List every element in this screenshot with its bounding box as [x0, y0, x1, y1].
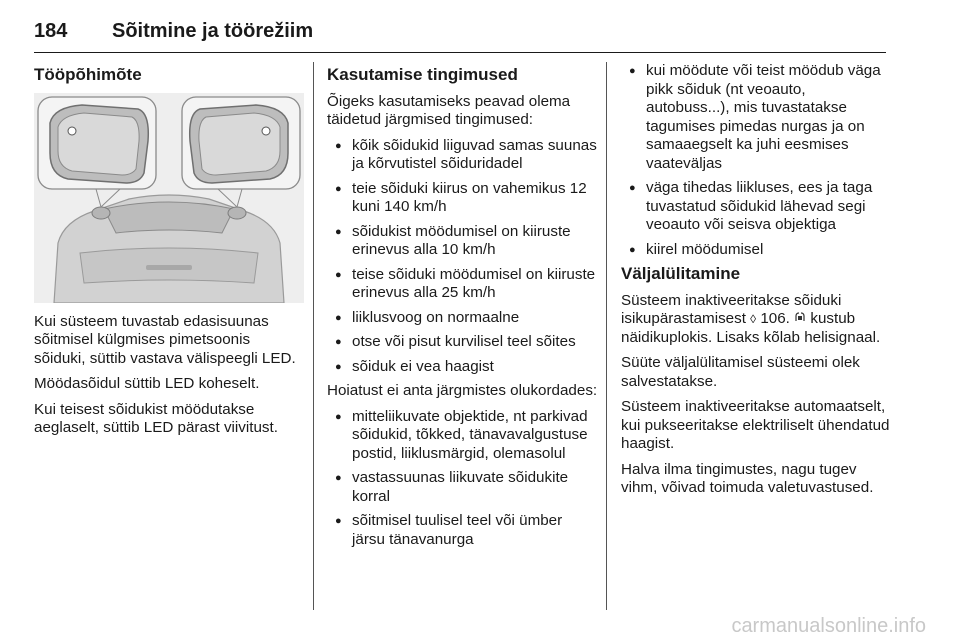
disable-paragraph: [621, 292, 891, 348]
column-divider: [606, 62, 607, 610]
no-warning-list-continued: [621, 62, 891, 259]
column-divider: [313, 62, 314, 610]
conditions-intro: Õigeks kasutamiseks peavad olema täidetud järgmised tingimused:: [327, 92, 571, 128]
paragraph: Halva ilma tingimustes, nagu tugev vihm, võivad toimuda valetuvastused.: [621, 460, 874, 496]
list-item: ● kiirel möödumisel: [621, 241, 891, 260]
page-reference-link[interactable]: 106.: [760, 310, 790, 327]
list-item: ● väga tihedas liikluses, ees ja taga tuvastatud sõidukid lähevad segi veoauto või seisva objektiga: [621, 179, 891, 235]
list-item: ● teie sõiduki kiirus on vahemikus 12 kuni 140 km/h: [327, 180, 599, 217]
blind-spot-icon: [794, 310, 806, 329]
section-title-conditions: Kasutamise tingimused: [327, 65, 518, 84]
column-3: [621, 62, 891, 505]
page-reference-arrow-icon: ◊: [750, 312, 757, 326]
mirror-led-illustration: [34, 93, 304, 303]
list-item: ● kui möödute või teist möödub väga pikk sõiduk (nt veoauto, autobuss...), mis tuvastatakse tagumises pimedas nurgas ja on samaaegselt ka juhi eesmises vaateväljas: [621, 62, 891, 173]
paragraph: Süüte väljalülitamisel süsteemi olek salvestatakse.: [621, 354, 860, 390]
column-1: [34, 62, 304, 445]
column-2: [327, 62, 599, 555]
chapter-title: Sõitmine ja töörežiim: [112, 20, 314, 42]
conditions-list: [327, 137, 599, 377]
list-item: ● sõitmisel tuulisel teel või ümber järsu tänavanurga: [327, 512, 599, 549]
list-item: ● sõiduk ei vea haagist: [327, 358, 599, 377]
watermark: carmanualsonline.info: [731, 615, 926, 637]
page-number: 184: [34, 20, 68, 42]
list-item: ● sõidukist möödumisel on kiiruste erinevus alla 10 km/h: [327, 223, 599, 260]
list-item: ● vastassuunas liikuvate sõidukite korral: [327, 469, 599, 506]
paragraph: Möödasõidul süttib LED koheselt.: [34, 375, 260, 392]
page-header: [34, 20, 886, 53]
list-item: ● liiklusvoog on normaalne: [327, 309, 599, 328]
paragraph: Kui teisest sõidukist möödutakse aeglaselt, süttib LED pärast viivitust.: [34, 400, 278, 436]
section-title-operation: Tööpõhimõte: [34, 65, 142, 84]
disable-text-start: Süsteem inaktiveeritakse sõiduki isikupärastamisest: [621, 291, 842, 327]
list-item: ● kõik sõidukid liiguvad samas suunas ja kõrvutistel sõiduridadel: [327, 137, 599, 174]
section-title-disable: Väljalülitamine: [621, 264, 741, 283]
no-warning-list: [327, 408, 599, 550]
no-warning-intro: Hoiatust ei anta järgmistes olukordades:: [327, 382, 598, 399]
list-item: ● otse või pisut kurvilisel teel sõites: [327, 333, 599, 352]
paragraph: Kui süsteem tuvastab edasisuunas sõitmisel külgmises pimetsoonis sõiduki, süttib vastava välispeegli LED.: [34, 312, 296, 367]
disable-text-end: kustub näidikuplokis. Lisaks kõlab helisignaal.: [621, 310, 881, 346]
list-item: ● mitteliikuvate objektide, nt parkivad sõidukid, tõkked, tänavavalgustuse postid, liiklusmärgid, olemasolul: [327, 408, 599, 464]
list-item: ● teise sõiduki möödumisel on kiiruste erinevus alla 25 km/h: [327, 266, 599, 303]
paragraph: Süsteem inaktiveeritakse automaatselt, kui pukseeritakse elektriliselt ühendatud haagist.: [621, 398, 890, 452]
